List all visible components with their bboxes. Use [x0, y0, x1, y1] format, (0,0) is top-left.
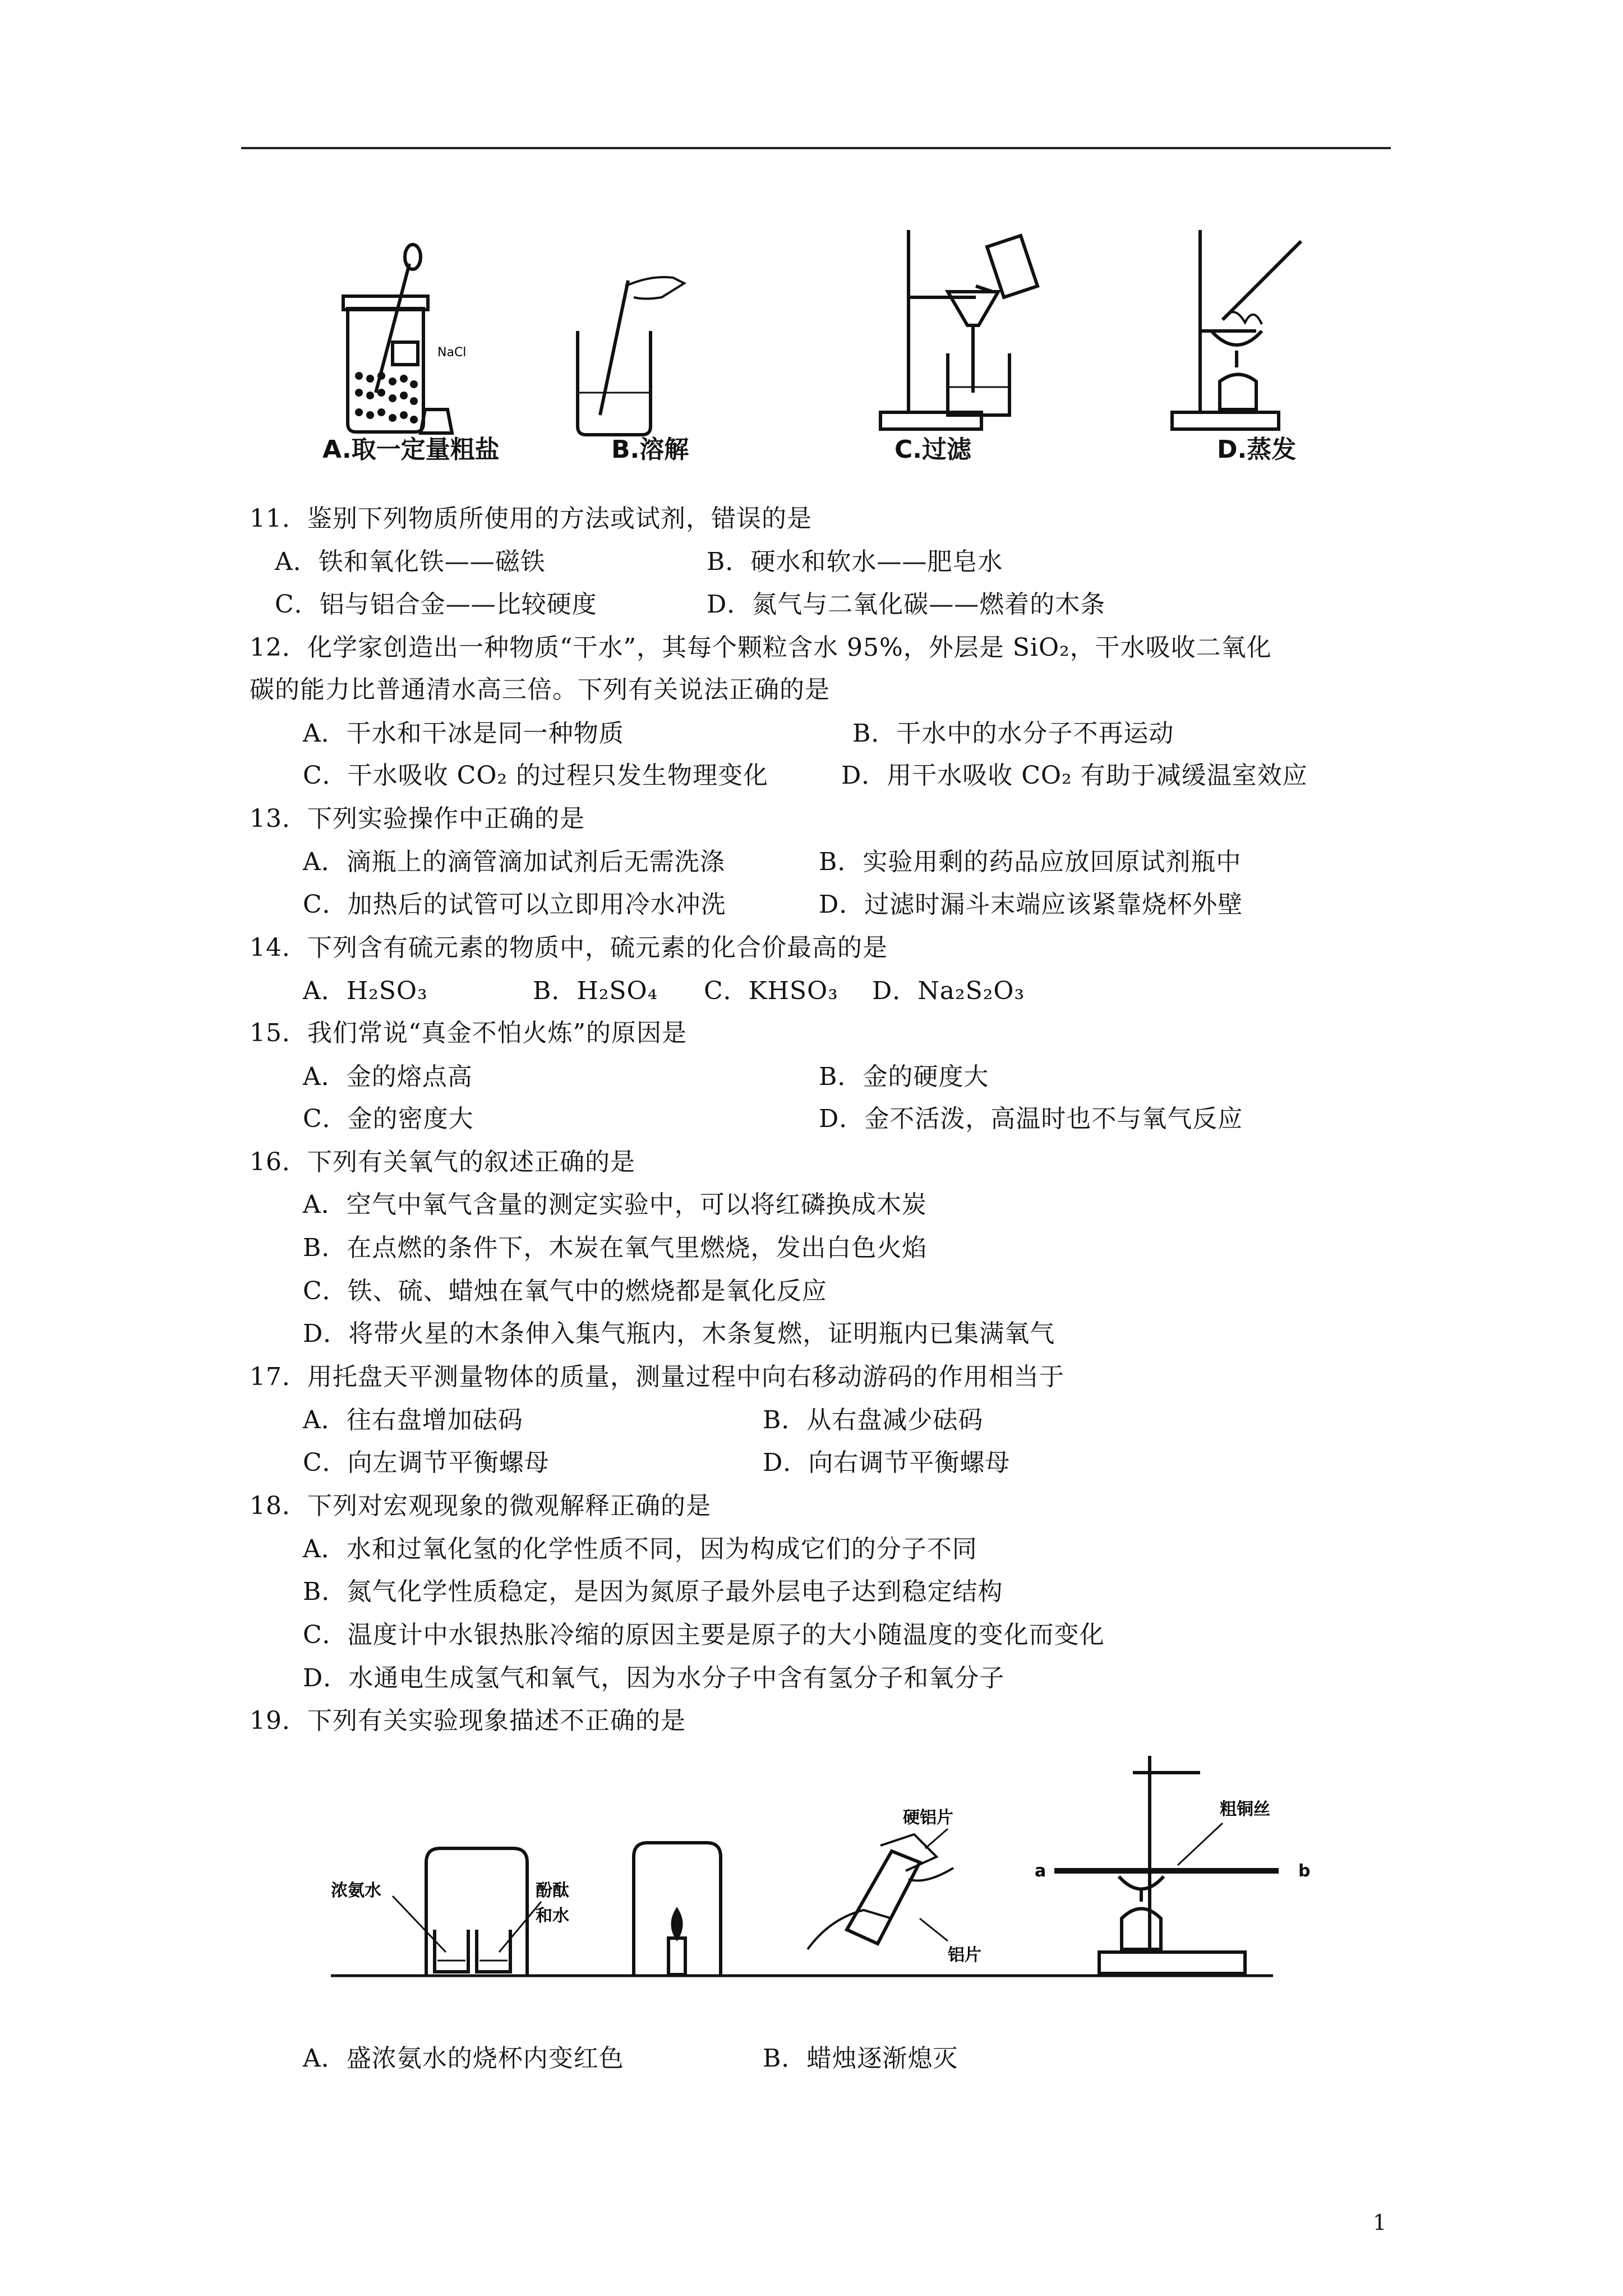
figure-caption-b: B.溶解 — [611, 435, 689, 464]
q12-option-b: B．干水中的水分子不再运动 — [852, 719, 1174, 748]
q17-option-c: C．向左调节平衡螺母 — [303, 1448, 550, 1477]
label-ammonia: 浓氨水 — [331, 1881, 381, 1901]
q15-option-b: B．金的硬度大 — [819, 1062, 989, 1091]
q18-option-d: D．水通电生成氢气和氧气，因为水分子中含有氢分子和氧分子 — [303, 1664, 1005, 1692]
q12-stem: 12．化学家创造出一种物质“干水”，其每个颗粒含水 95%，外层是 SiO₂，干水吸收二氧化 — [250, 633, 1272, 662]
q14-stem: 14．下列含有硫元素的物质中，硫元素的化合价最高的是 — [250, 933, 888, 962]
label-hard-aluminum: 硬铝片 — [903, 1808, 953, 1828]
label-b-text: b — [1298, 1861, 1311, 1881]
q11-stem: 11．鉴别下列物质所使用的方法或试剂，错误的是 — [250, 504, 812, 533]
figure-caption-a: A.取一定量粗盐 — [322, 435, 500, 464]
q11-option-a: A．铁和氧化铁——磁铁 — [275, 547, 546, 576]
q15-option-c: C．金的密度大 — [303, 1105, 474, 1133]
q18-option-a: A．水和过氧化氢的化学性质不同，因为构成它们的分子不同 — [303, 1535, 978, 1563]
q17-stem: 17．用托盘天平测量物体的质量，测量过程中向右移动游码的作用相当于 — [250, 1363, 1064, 1391]
jar-label: NaCl — [437, 346, 467, 360]
q16-option-d: D．将带火星的木条伸入集气瓶内，木条复燃，证明瓶内已集满氧气 — [303, 1319, 1055, 1348]
q16-option-b: B．在点燃的条件下，木炭在氧气里燃烧，发出白色火焰 — [303, 1234, 928, 1262]
label-water: 和水 — [536, 1906, 569, 1926]
q12-option-a: A．干水和干冰是同一种物质 — [303, 719, 624, 748]
q12-stem-continued: 碳的能力比普通清水高三倍。下列有关说法正确的是 — [250, 675, 830, 704]
q19-option-a: A．盛浓氨水的烧杯内变红色 — [303, 2044, 624, 2073]
q15-stem: 15．我们常说“真金不怕火炼”的原因是 — [250, 1019, 687, 1047]
q15-option-a: A．金的熔点高 — [303, 1062, 473, 1091]
q13-stem: 13．下列实验操作中正确的是 — [250, 804, 585, 833]
q16-option-c: C．铁、硫、蜡烛在氧气中的燃烧都是氧化反应 — [303, 1277, 827, 1305]
ammonia-bell-jar-icon — [393, 1848, 541, 1976]
figure-caption-c: C.过滤 — [895, 435, 972, 464]
q14-option-c: C．KHSO₃ — [704, 977, 838, 1005]
candle-bell-jar-icon — [634, 1843, 721, 1976]
q13-option-b: B．实验用剩的药品应放回原试剂瓶中 — [819, 848, 1242, 876]
label-copper-wire: 粗铜丝 — [1220, 1800, 1270, 1819]
q17-option-b: B．从右盘减少砝码 — [763, 1406, 984, 1434]
q18-option-b: B．氮气化学性质稳定，是因为氮原子最外层电子达到稳定结构 — [303, 1577, 1003, 1606]
q18-stem: 18．下列对宏观现象的微观解释正确的是 — [250, 1492, 711, 1520]
aluminum-scratch-icon — [808, 1829, 953, 1949]
q11-option-c: C．铝与铝合金——比较硬度 — [275, 590, 597, 619]
figure-caption-d: D.蒸发 — [1217, 435, 1297, 464]
q17-option-d: D．向右调节平衡螺母 — [763, 1448, 1011, 1477]
label-aluminum: 铝片 — [948, 1945, 981, 1965]
q17-option-a: A．往右盘增加砝码 — [303, 1406, 523, 1434]
q15-option-d: D．金不活泼，高温时也不与氧气反应 — [819, 1105, 1243, 1133]
jar-icon — [343, 245, 452, 433]
q19-stem: 19．下列有关实验现象描述不正确的是 — [250, 1706, 686, 1735]
beaker-stir-icon — [578, 277, 684, 435]
label-a: a — [1035, 1861, 1046, 1881]
q14-option-a: A．H₂SO₃ — [303, 977, 428, 1005]
copper-wire-stand-icon — [1054, 1756, 1279, 1973]
q12-option-c: C．干水吸收 CO₂ 的过程只发生物理变化 — [303, 761, 769, 790]
q13-option-c: C．加热后的试管可以立即用冷水冲洗 — [303, 890, 726, 919]
filtration-icon — [880, 230, 1038, 429]
q12-option-d: D．用干水吸收 CO₂ 有助于减缓温室效应 — [841, 761, 1308, 790]
q16-stem: 16．下列有关氧气的叙述正确的是 — [250, 1148, 635, 1176]
q14-option-b: B．H₂SO₄ — [533, 977, 658, 1005]
q11-option-b: B．硬水和软水——肥皂水 — [707, 547, 1003, 576]
experiment-figure — [325, 1750, 1279, 1986]
q19-option-b: B．蜡烛逐渐熄灭 — [763, 2044, 958, 2073]
q13-option-d: D．过滤时漏斗末端应该紧靠烧杯外壁 — [819, 890, 1243, 919]
q14-option-d: D．Na₂S₂O₃ — [872, 977, 1025, 1005]
q13-option-a: A．滴瓶上的滴管滴加试剂后无需洗涤 — [303, 848, 725, 876]
label-phenolphthalein: 酚酞 — [536, 1881, 569, 1901]
q18-option-c: C．温度计中水银热胀冷缩的原因主要是原子的大小随温度的变化而变化 — [303, 1621, 1105, 1649]
header-rule — [241, 147, 1391, 149]
q11-option-d: D．氮气与二氧化碳——燃着的木条 — [707, 590, 1106, 619]
evaporation-icon — [1172, 230, 1301, 429]
page-number: 1 — [1373, 2210, 1387, 2235]
q16-option-a: A．空气中氧气含量的测定实验中，可以将红磷换成木炭 — [303, 1190, 927, 1219]
